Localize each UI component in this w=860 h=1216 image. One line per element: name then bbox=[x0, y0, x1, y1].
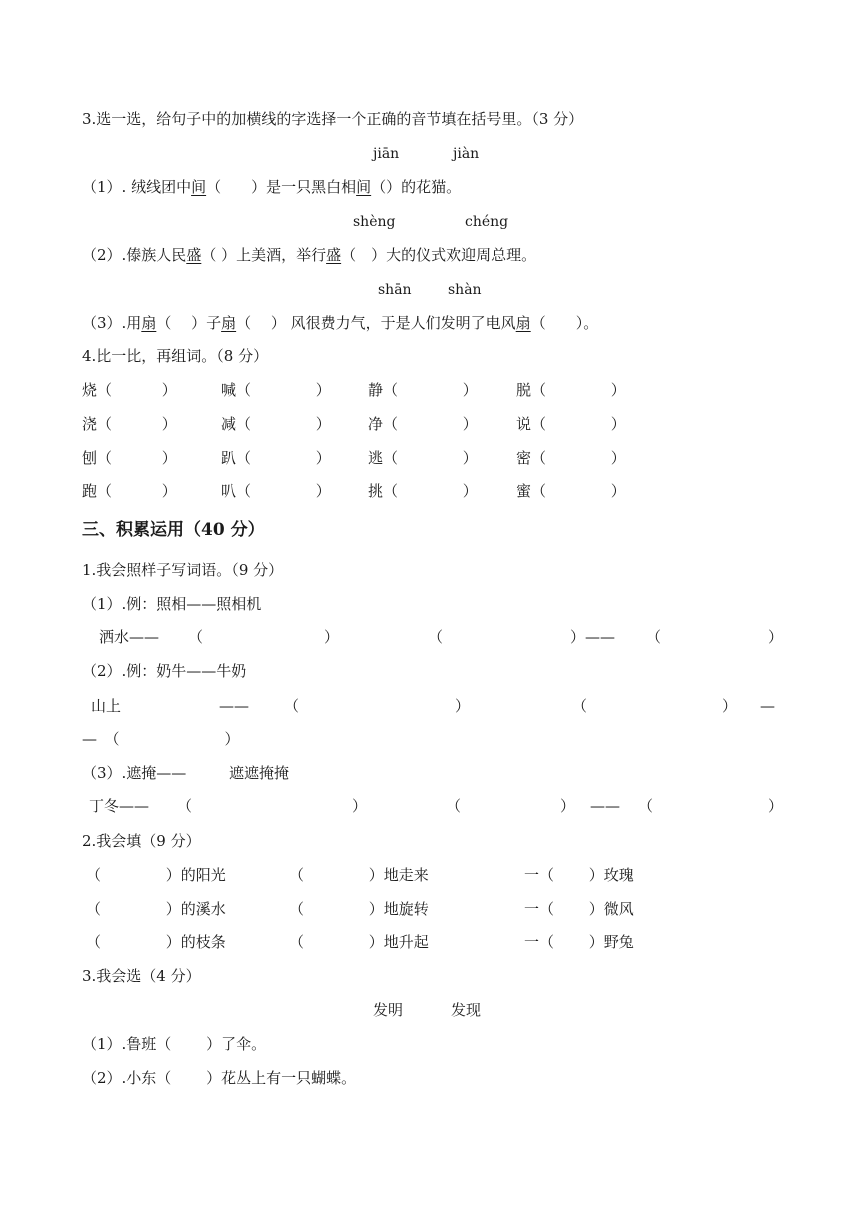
bracket-mark: ） bbox=[560, 797, 576, 815]
word-group-cell: 静（ ） bbox=[368, 381, 478, 399]
bracket-mark: （ bbox=[428, 628, 444, 646]
bracket-mark: ） bbox=[768, 797, 784, 815]
sentence-item bbox=[82, 313, 598, 333]
sentence-text: （3）.用 bbox=[82, 314, 142, 332]
sentence-text: （ ）子 bbox=[156, 314, 222, 332]
bracket-mark: ） bbox=[455, 697, 471, 715]
pinyin-option: shān bbox=[378, 282, 412, 298]
example-line: 遮遮掩掩 bbox=[229, 764, 290, 782]
example-line: （1）.例：照相——照相机 bbox=[82, 595, 262, 613]
answer-dash: —— bbox=[219, 697, 249, 715]
bracket-mark: （ bbox=[446, 797, 462, 815]
bracket-mark: （ bbox=[284, 697, 300, 715]
answer-word: 丁冬—— bbox=[89, 797, 150, 815]
underlined-char: 间 bbox=[356, 178, 372, 196]
word-group-cell: 减（ ） bbox=[221, 415, 331, 433]
word-group-cell: 脱（ ） bbox=[516, 381, 626, 399]
word-group-cell: 趴（ ） bbox=[221, 449, 331, 467]
fill-cell: 一（ ）野兔 bbox=[524, 933, 634, 951]
fill-cell: 一（ ）微风 bbox=[524, 900, 634, 918]
sentence-text: （）的花猫。 bbox=[371, 178, 462, 196]
question-title: 1.我会照样子写词语。（9 分） bbox=[82, 561, 284, 579]
word-group-cell: 密（ ） bbox=[516, 449, 626, 467]
bracket-mark: ） bbox=[352, 797, 368, 815]
word-group-cell: 蜜（ ） bbox=[516, 482, 626, 500]
word-group-cell: 喊（ ） bbox=[221, 381, 331, 399]
word-group-cell: 说（ ） bbox=[516, 415, 626, 433]
question-title: 3.选一选，给句子中的加横线的字选择一个正确的音节填在括号里。（3 分） bbox=[82, 110, 584, 128]
answer-dash: —— bbox=[590, 797, 620, 815]
bracket-mark: （ bbox=[638, 797, 654, 815]
underlined-char: 扇 bbox=[221, 314, 237, 332]
bracket-mark: ） bbox=[324, 628, 340, 646]
pinyin-option: jiàn bbox=[453, 146, 480, 162]
fill-cell: 一（ ）玫瑰 bbox=[524, 866, 634, 884]
bracket-mark: （ bbox=[572, 697, 588, 715]
example-line: （3）.遮掩—— bbox=[82, 764, 187, 782]
sentence-text: （1）. 绒线团中 bbox=[82, 178, 192, 196]
word-group-cell: 逃（ ） bbox=[368, 449, 478, 467]
example-line: （2）.例：奶牛——牛奶 bbox=[82, 662, 247, 680]
pinyin-option: shàn bbox=[448, 282, 482, 298]
word-group-cell: 烧（ ） bbox=[82, 381, 177, 399]
sentence-text: （ ）是一只黑白相 bbox=[206, 178, 357, 196]
word-group-cell: 浇（ ） bbox=[82, 415, 177, 433]
sentence-item bbox=[82, 177, 461, 197]
fill-cell: （ ）地走来 bbox=[289, 866, 429, 884]
answer-wrap-line: — （ ） bbox=[82, 730, 240, 748]
choice-option: 发明 bbox=[373, 1001, 404, 1019]
underlined-char: 扇 bbox=[141, 314, 157, 332]
answer-word: 洒水—— bbox=[99, 628, 160, 646]
underlined-char: 盛 bbox=[326, 246, 342, 264]
question-title: 3.我会选（4 分） bbox=[82, 967, 201, 985]
pinyin-option: chéng bbox=[465, 214, 509, 230]
bracket-dash: ）—— bbox=[570, 628, 616, 646]
sentence-item: （2）.小东（ ）花丛上有一只蝴蝶。 bbox=[82, 1069, 357, 1087]
fill-cell: （ ）的阳光 bbox=[86, 866, 226, 884]
word-group-cell: 挑（ ） bbox=[368, 482, 478, 500]
sentence-text: （2）.傣族人民 bbox=[82, 246, 187, 264]
choice-option: 发现 bbox=[451, 1001, 482, 1019]
word-group-cell: 净（ ） bbox=[368, 415, 478, 433]
question-title: 2.我会填（9 分） bbox=[82, 832, 201, 850]
answer-dash: — bbox=[760, 697, 775, 715]
word-group-cell: 叭（ ） bbox=[221, 482, 331, 500]
sentence-item bbox=[82, 245, 536, 265]
question-title: 4.比一比，再组词。（8 分） bbox=[82, 347, 269, 365]
pinyin-option: jiān bbox=[373, 146, 400, 162]
word-group-cell: 跑（ ） bbox=[82, 482, 177, 500]
word-group-cell: 刨（ ） bbox=[82, 449, 177, 467]
fill-cell: （ ）的枝条 bbox=[86, 933, 226, 951]
fill-cell: （ ）地旋转 bbox=[289, 900, 429, 918]
pinyin-option: shèng bbox=[353, 214, 396, 230]
sentence-text: （ ）大的仪式欢迎周总理。 bbox=[341, 246, 537, 264]
section-heading: 三、积累运用（40 分） bbox=[82, 520, 265, 540]
answer-word: 山上 bbox=[91, 697, 122, 715]
fill-cell: （ ）地升起 bbox=[289, 933, 429, 951]
sentence-text: （ ）。 bbox=[530, 314, 599, 332]
underlined-char: 间 bbox=[191, 178, 207, 196]
bracket-mark: （ bbox=[188, 628, 204, 646]
underlined-char: 盛 bbox=[186, 246, 202, 264]
sentence-text: （ ）上美酒，举行 bbox=[201, 246, 327, 264]
sentence-text: （ ） 风很费力气，于是人们发明了电风 bbox=[236, 314, 516, 332]
sentence-item: （1）.鲁班（ ）了伞。 bbox=[82, 1035, 267, 1053]
bracket-mark: （ bbox=[177, 797, 193, 815]
bracket-mark: ） bbox=[722, 697, 738, 715]
bracket-mark: ） bbox=[768, 628, 784, 646]
bracket-mark: （ bbox=[646, 628, 662, 646]
fill-cell: （ ）的溪水 bbox=[86, 900, 226, 918]
underlined-char: 扇 bbox=[515, 314, 531, 332]
